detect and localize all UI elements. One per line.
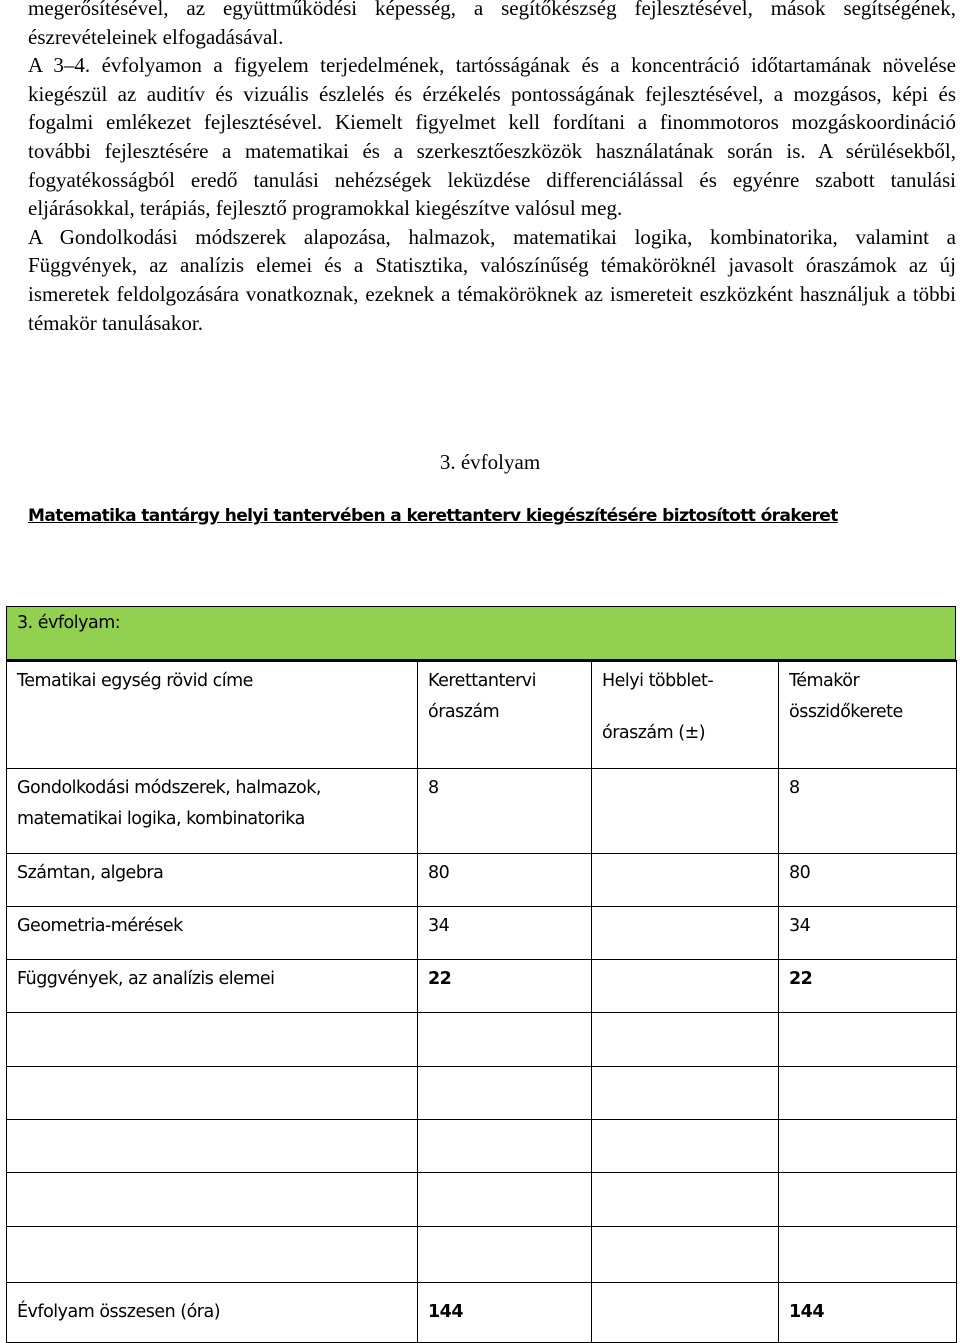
summary-total: 144 — [779, 1282, 957, 1342]
empty-row — [7, 1012, 957, 1066]
empty-row — [7, 1172, 957, 1226]
summary-label: Évfolyam összesen (óra) — [7, 1282, 418, 1342]
row-total: 80 — [779, 853, 957, 906]
hours-grid — [6, 660, 957, 1343]
hours-table — [6, 606, 956, 1332]
table-row — [7, 906, 957, 959]
row-frame-hours: 22 — [418, 959, 592, 1012]
row-extra-hours — [592, 906, 779, 959]
intro-paragraph-3: A Gondolkodási módszerek alapozása, halmazok, matematikai logika, kombinatorika, valamint a Függvények, az analízis elemei és a Statisztika, valószínűség témaköröknél javasolt óraszámok az új ismeretek feldolgozására vonatkoznak, ezeknek a témaköröknek az ismereteit eszközként használjuk a többi témakör tanulásakor. — [28, 224, 956, 335]
row-frame-hours: 34 — [418, 906, 592, 959]
header-frame-hours: Kerettantervi óraszám — [418, 661, 592, 768]
row-topic: Függvények, az analízis elemei — [7, 959, 418, 1012]
empty-row — [7, 1119, 957, 1172]
empty-row — [7, 1066, 957, 1119]
table-title: Matematika tantárgy helyi tantervében a kerettanterv kiegészítésére biztosított órakeret — [28, 506, 838, 526]
summary-row — [7, 1282, 957, 1342]
row-total: 8 — [779, 768, 957, 853]
table-row — [7, 853, 957, 906]
row-topic: Gondolkodási módszerek, halmazok, matematikai logika, kombinatorika — [7, 768, 418, 853]
row-extra-hours — [592, 959, 779, 1012]
grade-label: 3. évfolyam: — [17, 613, 121, 633]
table-row — [7, 959, 957, 1012]
row-topic: Számtan, algebra — [7, 853, 418, 906]
grade-label-row — [6, 606, 956, 660]
summary-extra-hours — [592, 1282, 779, 1342]
row-total: 22 — [779, 959, 957, 1012]
intro-text — [28, 0, 956, 337]
summary-frame-hours: 144 — [418, 1282, 592, 1342]
header-extra-hours: Helyi többlet- óraszám (±) — [592, 661, 779, 768]
row-topic: Geometria-mérések — [7, 906, 418, 959]
header-total: Témakör összidőkerete — [779, 661, 957, 768]
empty-row — [7, 1226, 957, 1282]
intro-paragraph-1: megerősítésével, az együttműködési képesség, a segítőkészség fejlesztésével, mások segítségének, észrevételeinek elfogadásával. — [28, 0, 956, 49]
header-row — [7, 661, 957, 768]
header-topic: Tematikai egység rövid címe — [7, 661, 418, 768]
row-frame-hours: 8 — [418, 768, 592, 853]
table-row — [7, 768, 957, 853]
grade-heading: 3. évfolyam — [439, 450, 541, 474]
intro-paragraph-2: A 3–4. évfolyamon a figyelem terjedelmének, tartósságának és a koncentráció időtartamának növelése kiegészül az auditív és vizuális észlelés és érzékelés pontosságának fejlesztésével, a mozgásos, képi és fogalmi emlékezet fejlesztésével. Kiemelt figyelmet kell fordítani a finommotoros mozgáskoordináció további fejlesztésére a matematikai és a szerkesztőeszközök használatának során is. A sérülésekből, fogyatékosságból eredő tanulási nehézségek leküzdése differenciálással és egyénre szabott tanulási eljárásokkal, terápiás, fejlesztő programokkal kiegészítve valósul meg. — [28, 53, 956, 221]
row-extra-hours — [592, 768, 779, 853]
row-extra-hours — [592, 853, 779, 906]
row-total: 34 — [779, 906, 957, 959]
row-frame-hours: 80 — [418, 853, 592, 906]
